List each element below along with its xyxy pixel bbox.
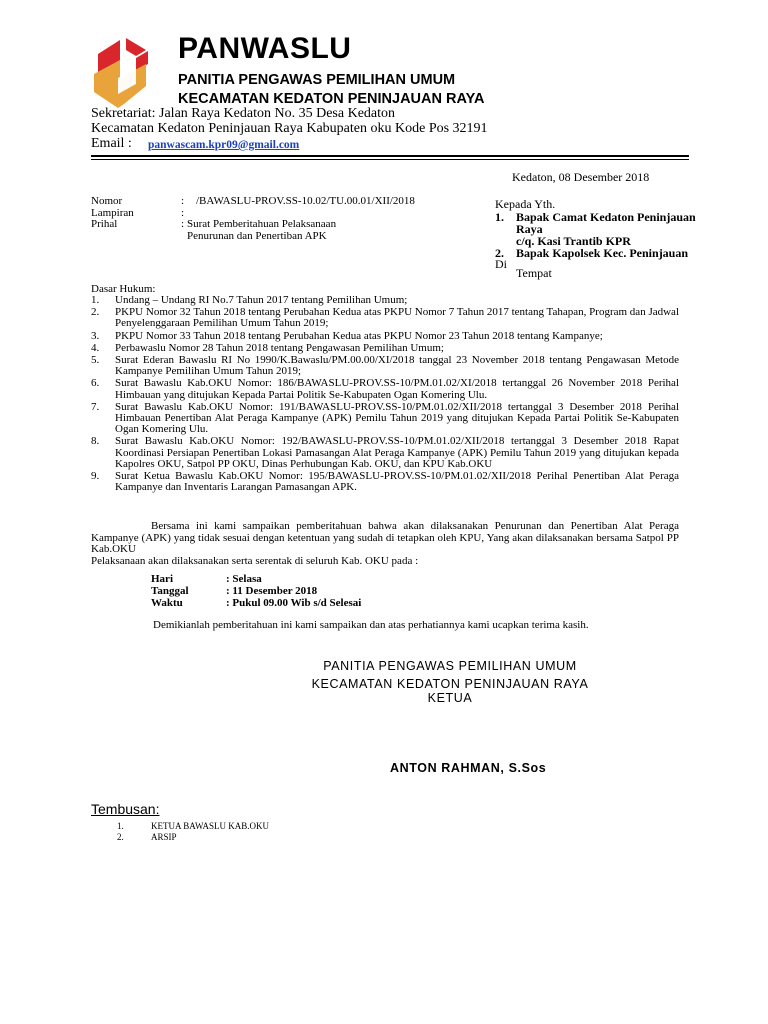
letter-date: Kedaton, 08 Desember 2018 <box>512 170 650 184</box>
signature-title: KETUA <box>427 691 473 705</box>
recipient-1-line-1: Bapak Camat Kedaton Peninjauan <box>516 210 696 224</box>
tembusan-item-2: ARSIP <box>151 832 177 842</box>
kepada-yth: Kepada Yth. <box>495 197 556 211</box>
prihal-label: Prihal <box>91 218 118 230</box>
list-item-text: Surat Ketua Bawaslu Kab.OKU Nomor: 195/BAWASLU-PROV.SS-10/PM.01.02/XII/2018 Perihal Penertiban Alat Peraga Kampanye dan Inventaris Larangan Pamasangan APK. <box>115 470 679 494</box>
list-item <box>91 436 679 470</box>
signature-line-1: PANITIA PENGAWAS PEMILIHAN UMUM <box>323 659 577 673</box>
body-paragraph-1: Bersama ini kami sampaikan pemberitahuan bahwa akan dilaksanakan Penurunan dan Penertiban Alat Peraga Kampanye (APK) yang tidak sesuai dengan ketentuan yang sudah di tetapkan oleh KPU, Yang akan dilaksanakan bersama Satpol PP Kab.OKU <box>91 520 679 555</box>
recipient-tempat: Tempat <box>516 266 552 280</box>
dasar-hukum-title: Dasar Hukum: <box>91 283 156 295</box>
hari-value: : Selasa <box>226 573 262 585</box>
tembusan-item-1-num: 1. <box>117 821 124 831</box>
list-item-num: 6. <box>91 377 100 390</box>
list-item <box>91 307 679 329</box>
list-item-num: 8. <box>91 435 100 448</box>
waktu-label: Waktu <box>151 597 183 609</box>
recipient-1-line-3: c/q. Kasi Trantib KPR <box>516 234 631 248</box>
list-item-num: 3. <box>91 329 100 342</box>
tembusan-item-2-num: 2. <box>117 832 124 842</box>
dasar-hukum-list <box>91 295 679 494</box>
address-line-1: Sekretariat: Jalan Raya Kedaton No. 35 Desa Kedaton <box>91 106 396 121</box>
tembusan-title: Tembusan: <box>91 801 160 817</box>
tembusan-item-1: KETUA BAWASLU KAB.OKU <box>151 821 270 831</box>
list-item <box>91 402 679 436</box>
signature-line-2: KECAMATAN KEDATON PENINJAUAN RAYA <box>311 677 589 691</box>
org-line-2: KECAMATAN KEDATON PENINJAUAN RAYA <box>178 91 485 107</box>
prihal-colon: : <box>181 218 185 230</box>
list-item-num: 2. <box>91 306 100 319</box>
panwaslu-logo-icon <box>88 34 168 114</box>
nomor-value: /BAWASLU-PROV.SS-10.02/TU.00.01/XII/2018 <box>196 195 415 207</box>
recipient-1-num: 1. <box>495 210 504 224</box>
nomor-colon: : <box>181 195 185 207</box>
lampiran-label: Lampiran <box>91 207 134 219</box>
list-item-text: Surat Bawaslu Kab.OKU Nomor: 191/BAWASLU-PROV.SS-10/PM.01.02/XII/2018 tertanggal 3 Desember 2018 Perihal Himbauan Penertiban Alat Peraga Kampanye (APK) Pemilu Tahun 2019 yang ditujukan Kepada Partai Politik Se-Kabupaten Ogan Komering Ulu. <box>115 400 679 436</box>
signatory-name: ANTON RAHMAN, S.Sos <box>390 761 547 775</box>
org-line-1: PANITIA PENGAWAS PEMILIHAN UMUM <box>178 72 456 88</box>
list-item-text: Perbawaslu Nomor 28 Tahun 2018 tentang Pengawasan Pemilihan Umum; <box>115 341 444 354</box>
recipient-2-line-1: Bapak Kapolsek Kec. Peninjauan <box>516 246 689 260</box>
email-link[interactable]: panwascam.kpr09@gmail.com <box>148 139 300 151</box>
email-label: Email : <box>91 136 132 151</box>
lampiran-colon: : <box>181 207 185 219</box>
header-divider <box>91 155 689 157</box>
list-item-text: Surat Bawaslu Kab.OKU Nomor: 192/BAWASLU-PROV.SS-10/PM.01.02/XII/2018 tertanggal 3 Desember 2018 Rapat Koordinasi Persiapan Penertiban Lokasi Pamasangan Alat Peraga Kampanye (APK) Pemilu Tahun 2019 yang ditujukan kepada Kapolres OKU, Satpol PP OKU, Dinas Perhubungan Kab. OKU, dan KPU Kab.OKU <box>115 435 679 470</box>
recipient-2-num: 2. <box>495 246 504 260</box>
list-item <box>91 378 679 400</box>
list-item <box>91 331 679 342</box>
list-item <box>91 343 679 354</box>
list-item-text: Surat Bawaslu Kab.OKU Nomor: 186/BAWASLU-PROV.SS-10/PM.01.02/XI/2018 tertanggal 26 November 2018 Perihal Himbauan yang ditujukan Kepada Partai Politik Se-Kabupaten Ogan Komering Ulu. <box>115 377 679 401</box>
closing-paragraph: Demikianlah pemberitahuan ini kami sampaikan dan atas perhatiannya kami ucapkan terima kasih. <box>153 619 589 631</box>
list-item-text: Surat Ederan Bawaslu RI No 1990/K.Bawaslu/PM.00.00/XI/2018 tanggal 23 November 2018 tentang Pengawasan Metode Kampanye Pemilihan Umum Tahun 2019; <box>115 354 679 378</box>
list-item-text: PKPU Nomor 33 Tahun 2018 tentang Perubahan Kedua atas PKPU Nomor 23 Tahun 2018 tentang Kampanye; <box>115 329 603 342</box>
list-item-text: PKPU Nomor 32 Tahun 2018 tentang Perubahan Kedua atas PKPU Nomor 7 Tahun 2017 tentang Tahapan, Program dan Jadwal Penyelenggaraan Pemilihan Umum Tahun 2019; <box>115 306 679 330</box>
list-item-num: 5. <box>91 354 100 367</box>
recipient-di: Di <box>495 257 507 271</box>
list-item-num: 9. <box>91 470 100 483</box>
list-item-text: Undang – Undang RI No.7 Tahun 2017 tentang Pemilihan Umum; <box>115 294 408 306</box>
prihal-value-2: Penurunan dan Penertiban APK <box>187 230 327 242</box>
header-divider-thin <box>91 159 689 160</box>
list-item <box>91 295 679 306</box>
body-paragraph-2: Pelaksanaan akan dilaksanakan serta serentak di seluruh Kab. OKU pada : <box>91 555 419 567</box>
nomor-label: Nomor <box>91 195 123 207</box>
list-item-num: 7. <box>91 400 100 413</box>
hari-label: Hari <box>151 573 173 585</box>
list-item <box>91 355 679 377</box>
list-item-num: 1. <box>91 294 100 306</box>
tanggal-value: : 11 Desember 2018 <box>226 585 318 597</box>
list-item <box>91 471 679 493</box>
prihal-value-1: Surat Pemberitahuan Pelaksanaan <box>187 218 337 230</box>
tanggal-label: Tanggal <box>151 585 189 597</box>
list-item-num: 4. <box>91 341 100 354</box>
waktu-value: : Pukul 09.00 Wib s/d Selesai <box>226 597 362 609</box>
org-name: PANWASLU <box>178 32 352 65</box>
address-line-2: Kecamatan Kedaton Peninjauan Raya Kabupaten oku Kode Pos 32191 <box>91 121 488 136</box>
recipient-1-line-2: Raya <box>516 222 543 236</box>
